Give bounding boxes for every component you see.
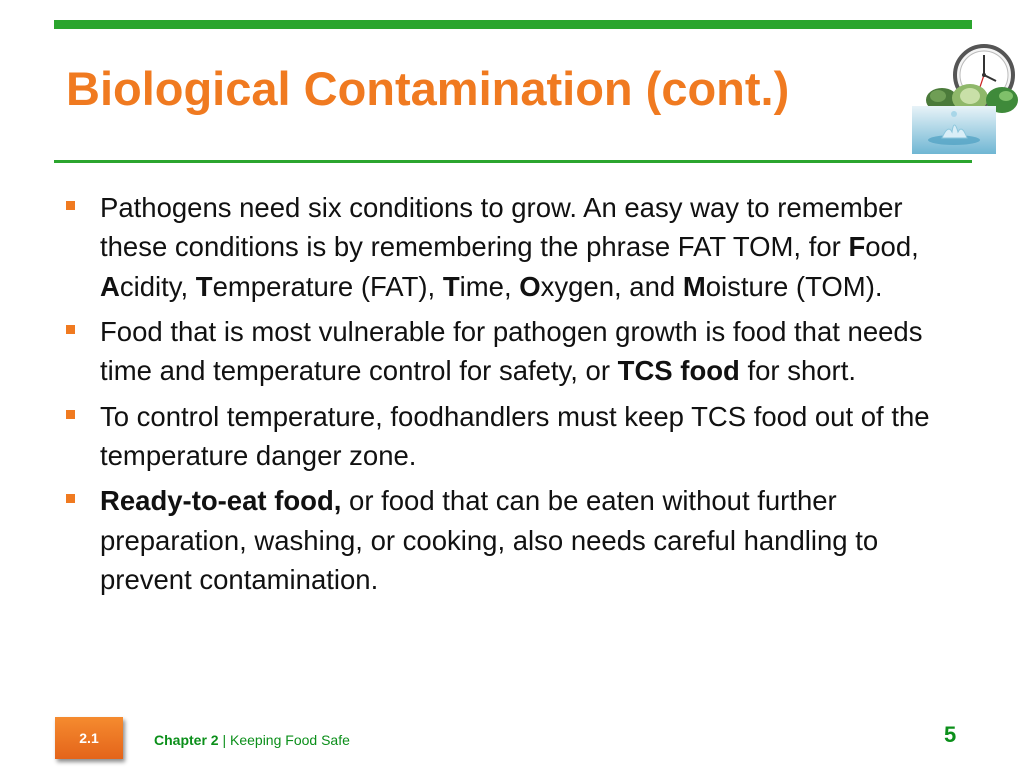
bold-text: TCS food <box>617 355 740 387</box>
corner-illustration <box>912 40 1022 155</box>
bold-text: M <box>682 270 706 302</box>
text-run: cidity, <box>119 270 196 302</box>
bold-text: Ready-to-eat food, <box>100 485 342 517</box>
bullet-list <box>62 188 972 605</box>
bold-text: F <box>848 231 866 263</box>
chapter-title: Keeping Food Safe <box>230 732 350 748</box>
bullet-item <box>62 188 972 306</box>
bullet-item <box>62 397 972 476</box>
bullet-text <box>100 192 919 302</box>
footer-separator: | <box>218 732 230 748</box>
section-badge: 2.1 <box>55 717 123 759</box>
top-accent-bar <box>54 20 972 29</box>
bullet-text <box>100 401 930 471</box>
water-splash-icon <box>912 106 996 154</box>
text-run: oisture (TOM). <box>705 270 883 302</box>
footer-chapter <box>154 732 350 748</box>
square-bullet-icon <box>66 201 75 210</box>
square-bullet-icon <box>66 410 75 419</box>
text-run: xygen, and <box>540 270 683 302</box>
bold-text: O <box>519 270 541 302</box>
page-number: 5 <box>944 722 957 747</box>
text-run: To control temperature, foodhandlers must keep TCS food out of the temperature danger zone. <box>100 400 930 471</box>
slide-title: Biological Contamination (cont.) <box>66 62 790 115</box>
text-run: or food that can be eaten without further preparation, washing, or cooking, also needs careful handling to prevent contamination. <box>100 485 879 595</box>
text-run: ood, <box>865 231 919 263</box>
text-run: for short. <box>739 355 856 387</box>
bold-text: T <box>442 270 460 302</box>
text-run: Food that is most vulnerable for pathogen growth is food that needs time and temperature control for safety, or <box>100 315 923 387</box>
bullet-item <box>62 312 972 391</box>
bullet-text <box>100 485 878 595</box>
chapter-label: Chapter 2 <box>154 732 219 748</box>
bullet-item <box>62 481 972 599</box>
bold-text: T <box>195 270 213 302</box>
square-bullet-icon <box>66 494 75 503</box>
text-run: Pathogens need six conditions to grow. An easy way to remember these conditions is by remembering the phrase FAT TOM, for <box>100 192 903 263</box>
square-bullet-icon <box>66 325 75 334</box>
bold-text: A <box>100 270 120 302</box>
text-run: ime, <box>459 270 520 302</box>
bullet-text <box>100 316 922 386</box>
title-divider <box>54 160 972 163</box>
text-run: emperature (FAT), <box>212 270 443 302</box>
